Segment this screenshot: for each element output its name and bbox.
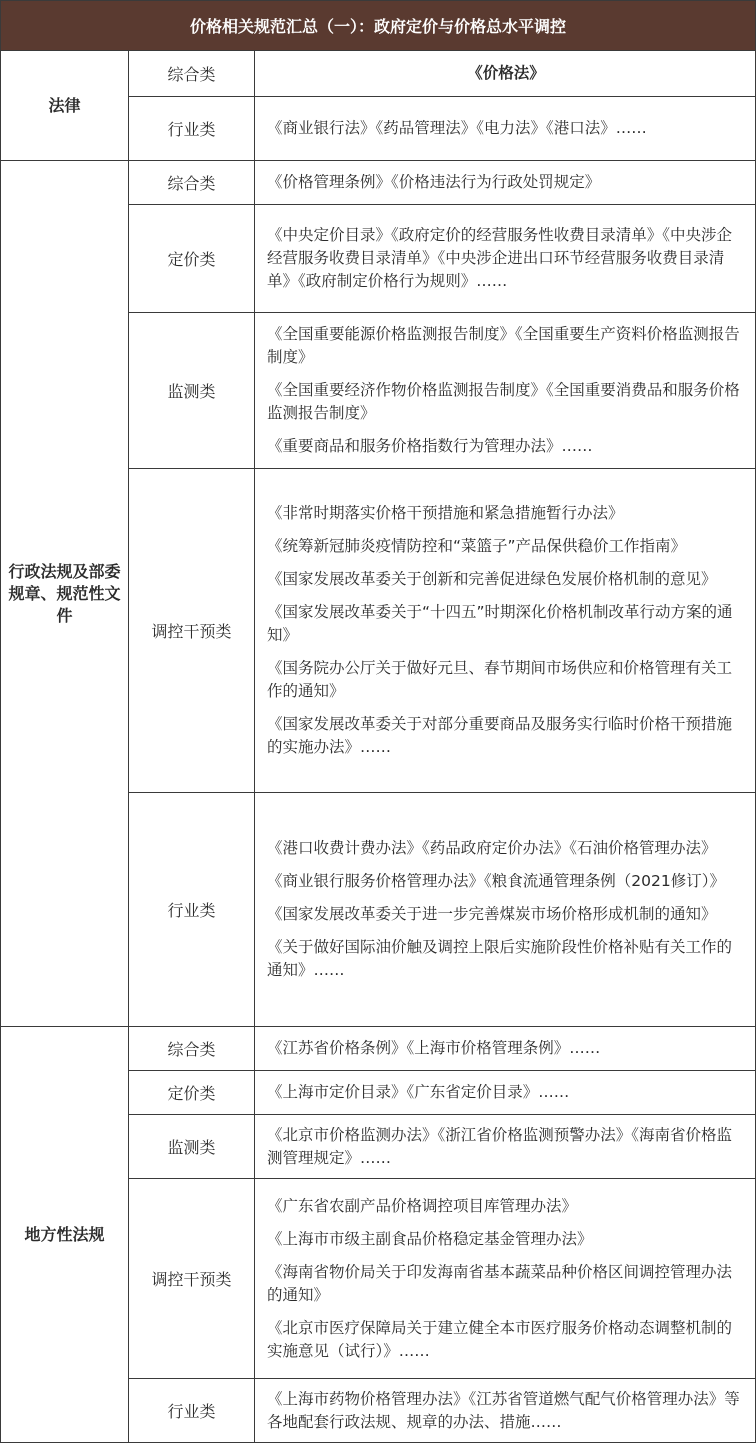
regulation-cell: [255, 1379, 756, 1443]
regulation-item: 《价格管理条例》《价格违法行为行政处罚规定》: [267, 173, 601, 191]
regulation-cell: [255, 51, 756, 97]
subcategory-cell: 综合类: [129, 1027, 255, 1071]
regulation-item: 《北京市医疗保障局关于建立健全本市医疗服务价格动态调整机制的实施意见（试行）》……: [267, 1318, 733, 1360]
regulation-cell: [255, 469, 756, 793]
subcategory-cell: 定价类: [129, 1071, 255, 1115]
regulation-item: 《关于做好国际油价触及调控上限后实施阶段性价格补贴有关工作的通知》……: [267, 938, 733, 979]
regulation-cell: [255, 313, 756, 469]
table-row: [1, 161, 756, 205]
regulation-cell: [255, 1027, 756, 1071]
regulation-cell: [255, 1071, 756, 1115]
regulation-cell: [255, 1115, 756, 1179]
regulation-item: 《上海市市级主副食品价格稳定基金管理办法》: [267, 1229, 593, 1248]
category-law: 法律: [1, 51, 129, 161]
regulation-item: 《价格法》: [467, 64, 545, 82]
regulation-item: 《全国重要经济作物价格监测报告制度》《全国重要消费品和服务价格监测报告制度》: [267, 381, 740, 422]
subcategory-cell: 定价类: [129, 205, 255, 313]
regulation-cell: [255, 1179, 756, 1379]
category-admin: 行政法规及部委规章、规范性文件: [1, 161, 129, 1027]
regulation-item: 《江苏省价格条例》《上海市价格管理条例》……: [267, 1039, 601, 1057]
regulation-cell: [255, 97, 756, 161]
regulation-item: 《国家发展改革委关于进一步完善煤炭市场价格形成机制的通知》: [267, 905, 717, 923]
subcategory-cell: 综合类: [129, 161, 255, 205]
category-local: 地方性法规: [1, 1027, 129, 1443]
table-title-row: [1, 1, 756, 51]
subcategory-cell: 调控干预类: [129, 1179, 255, 1379]
regulation-item: 《统筹新冠肺炎疫情防控和“菜篮子”产品保供稳价工作指南》: [267, 537, 687, 555]
subcategory-cell: 监测类: [129, 313, 255, 469]
regulation-item: 《广东省农副产品价格调控项目库管理办法》: [267, 1196, 578, 1215]
regulation-cell: [255, 161, 756, 205]
regulation-item: 《海南省物价局关于印发海南省基本蔬菜品种价格区间调控管理办法的通知》: [267, 1262, 733, 1304]
subcategory-cell: 监测类: [129, 1115, 255, 1179]
regulation-item: 《上海市定价目录》《广东省定价目录》……: [267, 1083, 570, 1101]
regulation-item: 《国家发展改革委关于“十四五”时期深化价格机制改革行动方案的通知》: [267, 603, 733, 644]
regulation-item: 《商业银行服务价格管理办法》《粮食流通管理条例（2021修订）》: [267, 872, 725, 890]
regulation-item: 《北京市价格监测办法》《浙江省价格监测预警办法》《海南省价格监测管理规定》……: [267, 1125, 733, 1167]
regulation-item: 《中央定价目录》《政府定价的经营服务性收费目录清单》《中央涉企经营服务收费目录清单》《中央涉企进出口环节经营服务收费目录清单》《政府制定价格行为规则》……: [267, 226, 733, 290]
subcategory-cell: 综合类: [129, 51, 255, 97]
regulation-item: 《港口收费计费办法》《药品政府定价办法》《石油价格管理办法》: [267, 839, 717, 857]
regulation-cell: [255, 205, 756, 313]
regulation-item: 《非常时期落实价格干预措施和紧急措施暂行办法》: [267, 504, 624, 522]
regulation-item: 《商业银行法》《药品管理法》《电力法》《港口法》……: [267, 119, 647, 137]
regulation-item: 《全国重要能源价格监测报告制度》《全国重要生产资料价格监测报告制度》: [267, 325, 740, 366]
subcategory-cell: 行业类: [129, 1379, 255, 1443]
table-title: 价格相关规范汇总（一）：政府定价与价格总水平调控: [1, 1, 756, 51]
subcategory-cell: 行业类: [129, 793, 255, 1027]
regulation-item: 《国家发展改革委关于对部分重要商品及服务实行临时价格干预措施的实施办法》……: [267, 715, 733, 756]
regulation-item: 《国务院办公厅关于做好元旦、春节期间市场供应和价格管理有关工作的通知》: [267, 659, 733, 700]
regulation-item: 《重要商品和服务价格指数行为管理办法》……: [267, 437, 593, 455]
regulation-item: 《国家发展改革委关于创新和完善促进绿色发展价格机制的意见》: [267, 570, 717, 588]
regulation-item: 《上海市药物价格管理办法》《江苏省管道燃气配气价格管理办法》等各地配套行政法规、规章的办法、措施……: [267, 1389, 740, 1431]
table-row: [1, 1027, 756, 1071]
regulation-cell: [255, 793, 756, 1027]
table-row: [1, 51, 756, 97]
subcategory-cell: 调控干预类: [129, 469, 255, 793]
subcategory-cell: 行业类: [129, 97, 255, 161]
